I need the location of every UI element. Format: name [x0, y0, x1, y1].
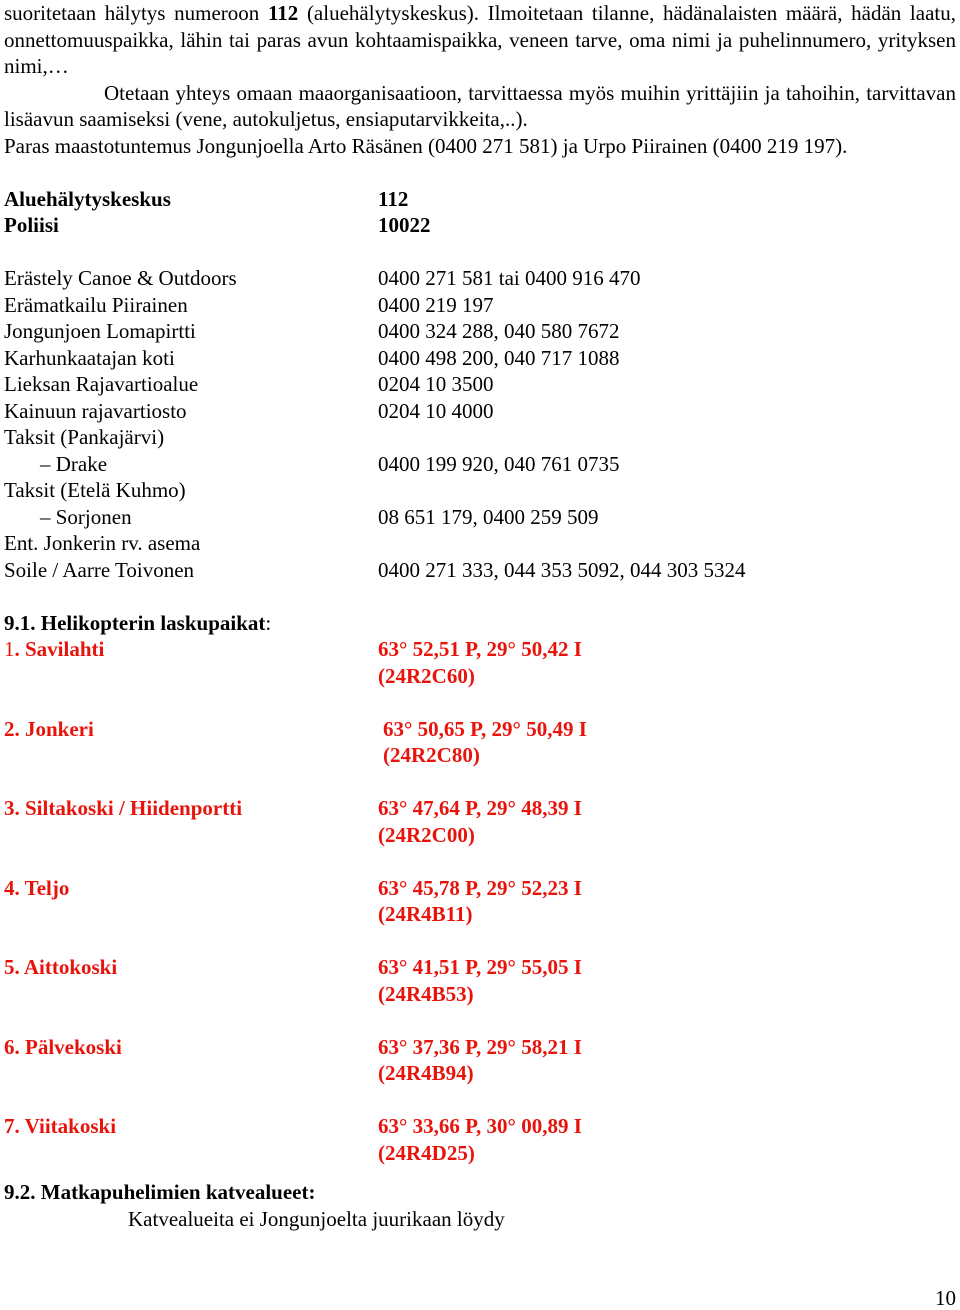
heli-heading-text: 9.1. Helikopterin laskupaikat — [4, 610, 266, 635]
contact-row — [4, 530, 956, 557]
heli-heading-colon: : — [265, 610, 272, 635]
spacer — [4, 769, 956, 796]
heli-site — [4, 1113, 956, 1166]
heli-site-grid-row — [4, 901, 956, 928]
heli-site-number: 6 — [4, 1034, 15, 1059]
contact-name: Erämatkailu Piirainen — [4, 292, 188, 317]
heli-site-label: . Aittokoski — [14, 955, 118, 979]
contact-phone — [378, 477, 956, 504]
spacer — [4, 848, 956, 875]
heli-site-grid-row — [4, 1140, 956, 1167]
emergency-row — [4, 212, 956, 239]
heli-site-name — [4, 795, 378, 822]
heli-site-number: 1 — [4, 637, 15, 661]
spacer — [4, 928, 956, 955]
contact-phone: 0204 10 3500 — [378, 372, 494, 396]
heli-site-row — [4, 875, 956, 902]
spacer — [4, 1166, 956, 1179]
contact-row — [4, 292, 956, 319]
heli-site-number: 7 — [4, 1114, 15, 1138]
blank-cell — [4, 901, 378, 928]
heli-site-row — [4, 716, 956, 743]
heli-site — [4, 716, 956, 796]
heli-site-grid-row — [4, 663, 956, 690]
contact-row — [4, 477, 956, 504]
heli-site-row — [4, 795, 956, 822]
contact-list — [4, 265, 956, 583]
contact-row — [4, 451, 956, 478]
heli-site-name — [4, 636, 378, 663]
heli-site — [4, 636, 956, 716]
heli-site-number: 2 — [4, 716, 15, 741]
spacer — [4, 1007, 956, 1034]
heli-site — [4, 954, 956, 1034]
contact-name: Taksit (Pankajärvi) — [4, 425, 165, 449]
intro-emergency-number: 112 — [267, 1, 299, 25]
contact-row — [4, 557, 956, 584]
contact-name: Lieksan Rajavartioalue — [4, 372, 199, 396]
heli-site-name — [4, 1113, 378, 1140]
emergency-list — [4, 186, 956, 239]
contact-row — [4, 318, 956, 345]
spacer — [4, 583, 956, 610]
page-content — [4, 0, 956, 1232]
heli-site-row — [4, 954, 956, 981]
spacer — [4, 239, 956, 266]
heli-site-name — [4, 1034, 378, 1061]
blank-cell — [4, 1060, 378, 1087]
intro-text-1b: (aluehälytyskeskus). Ilmoitetaan tilanne, hädänalaisten määrä, hädän laatu, onnettomuuspaikka, lähin tai paras avun kohtaamispaikka, veneen tarve, oma nimi ja puhelinnumero, yrityksen nimi,… — [4, 1, 956, 78]
blank-cell — [4, 1140, 378, 1167]
contact-name: Erästely Canoe & Outdoors — [4, 266, 237, 290]
heli-site-coordinates: 63° 50,65 P, 29° 50,49 I — [383, 716, 587, 741]
emergency-label: Aluehälytyskeskus — [4, 186, 171, 211]
heli-site-label: . Teljo — [14, 875, 70, 900]
intro-text-1a: suoritetaan hälytys numeroon — [4, 1, 268, 25]
intro-paragraph-2: Otetaan yhteys omaan maaorganisaatioon, tarvittaessa myös muihin yrittäjiin ja tahoihin, tarvittavan lisäavun saamiseksi (vene, autokuljetus, ensiaputarvikkeita,..). — [4, 80, 956, 131]
contact-phone — [378, 530, 956, 557]
contact-row — [4, 398, 956, 425]
emergency-number: 112 — [378, 186, 409, 211]
coverage-text: Katvealueita ei Jongunjoelta juurikaan löydy — [128, 1206, 505, 1231]
emergency-number: 10022 — [378, 213, 431, 237]
contact-phone: 0400 271 581 tai 0400 916 470 — [378, 266, 641, 290]
heli-site-coordinates: 63° 52,51 P, 29° 50,42 I — [378, 637, 582, 661]
heli-site-label: . Siltakoski / Hiidenportti — [14, 796, 243, 820]
contact-name: Soile / Aarre Toivonen — [4, 557, 195, 582]
contact-phone: 0400 199 920, 040 761 0735 — [378, 451, 620, 476]
contact-phone: 08 651 179, 0400 259 509 — [378, 504, 599, 529]
heli-site-grid: (24R4D25) — [378, 1140, 475, 1165]
page-number: 10 — [935, 1286, 956, 1310]
heli-site-coordinates: 63° 47,64 P, 29° 48,39 I — [378, 796, 582, 820]
heli-site-coordinates: 63° 33,66 P, 30° 00,89 I — [378, 1114, 582, 1138]
heli-site-grid: (24R4B94) — [378, 1061, 474, 1085]
blank-cell — [4, 663, 378, 690]
contact-row — [4, 345, 956, 372]
heli-site — [4, 1034, 956, 1114]
contact-name: Karhunkaatajan koti — [4, 345, 175, 370]
heli-site-number: 4 — [4, 875, 15, 900]
contact-row — [4, 371, 956, 398]
heli-site-grid: (24R2C60) — [378, 663, 475, 688]
heli-site-name — [4, 954, 378, 981]
heli-site-coordinates: 63° 45,78 P, 29° 52,23 I — [378, 875, 582, 900]
contact-name: Ent. Jonkerin rv. asema — [4, 531, 201, 555]
heli-site — [4, 795, 956, 875]
spacer — [4, 159, 956, 186]
intro-paragraph-3: Paras maastotuntemus Jongunjoella Arto Räsänen (0400 271 581) ja Urpo Piirainen (0400 219 197). — [4, 133, 848, 158]
heli-site-grid: (24R4B11) — [378, 902, 473, 926]
spacer — [4, 1087, 956, 1114]
emergency-label: Poliisi — [4, 213, 59, 237]
contact-phone: 0400 324 288, 040 580 7672 — [378, 319, 620, 343]
blank-cell — [4, 981, 378, 1008]
heli-site-grid-row — [4, 1060, 956, 1087]
contact-phone: 0400 498 200, 040 717 1088 — [378, 345, 620, 370]
heli-site-label: . Jonkeri — [14, 716, 94, 741]
heli-site-row — [4, 636, 956, 663]
coverage-heading: 9.2. Matkapuhelimien katvealueet: — [4, 1180, 316, 1204]
contact-name: Jongunjoen Lomapirtti — [4, 319, 196, 343]
heli-site-grid-row — [4, 742, 956, 769]
contact-phone: 0400 271 333, 044 353 5092, 044 303 5324 — [378, 557, 746, 582]
heli-site-name — [4, 716, 378, 743]
blank-cell — [4, 822, 378, 849]
contact-row — [4, 265, 956, 292]
heli-site-grid: (24R4B53) — [378, 981, 474, 1006]
contact-phone — [378, 424, 956, 451]
contact-row — [4, 504, 956, 531]
contact-name: – Sorjonen — [40, 504, 132, 529]
heli-site-row — [4, 1113, 956, 1140]
heli-site-label: . Viitakoski — [14, 1114, 117, 1138]
heli-site-grid: (24R2C00) — [378, 822, 475, 847]
heli-site-row — [4, 1034, 956, 1061]
heli-site-label: . Savilahti — [14, 637, 105, 661]
heli-site-list — [4, 636, 956, 1166]
emergency-row — [4, 186, 956, 213]
heli-site-coordinates: 63° 41,51 P, 29° 55,05 I — [378, 955, 582, 979]
contact-name: Taksit (Etelä Kuhmo) — [4, 478, 186, 502]
intro-paragraph-1 — [4, 0, 956, 80]
heli-site-grid-row — [4, 981, 956, 1008]
spacer — [4, 689, 956, 716]
contact-phone: 0400 219 197 — [378, 292, 494, 317]
heli-site-grid-row — [4, 822, 956, 849]
blank-cell — [4, 742, 378, 769]
contact-row — [4, 424, 956, 451]
heli-site-coordinates: 63° 37,36 P, 29° 58,21 I — [378, 1034, 582, 1059]
heli-site-grid: (24R2C80) — [383, 743, 480, 767]
heli-site-number: 5 — [4, 955, 15, 979]
heli-site — [4, 875, 956, 955]
contact-name: – Drake — [40, 451, 108, 476]
heli-site-label: . Pälvekoski — [14, 1034, 122, 1059]
heli-heading — [4, 610, 956, 637]
intro-section — [4, 0, 956, 159]
contact-name: Kainuun rajavartiosto — [4, 398, 187, 423]
heli-site-number: 3 — [4, 796, 15, 820]
contact-phone: 0204 10 4000 — [378, 398, 494, 423]
heli-site-name — [4, 875, 378, 902]
